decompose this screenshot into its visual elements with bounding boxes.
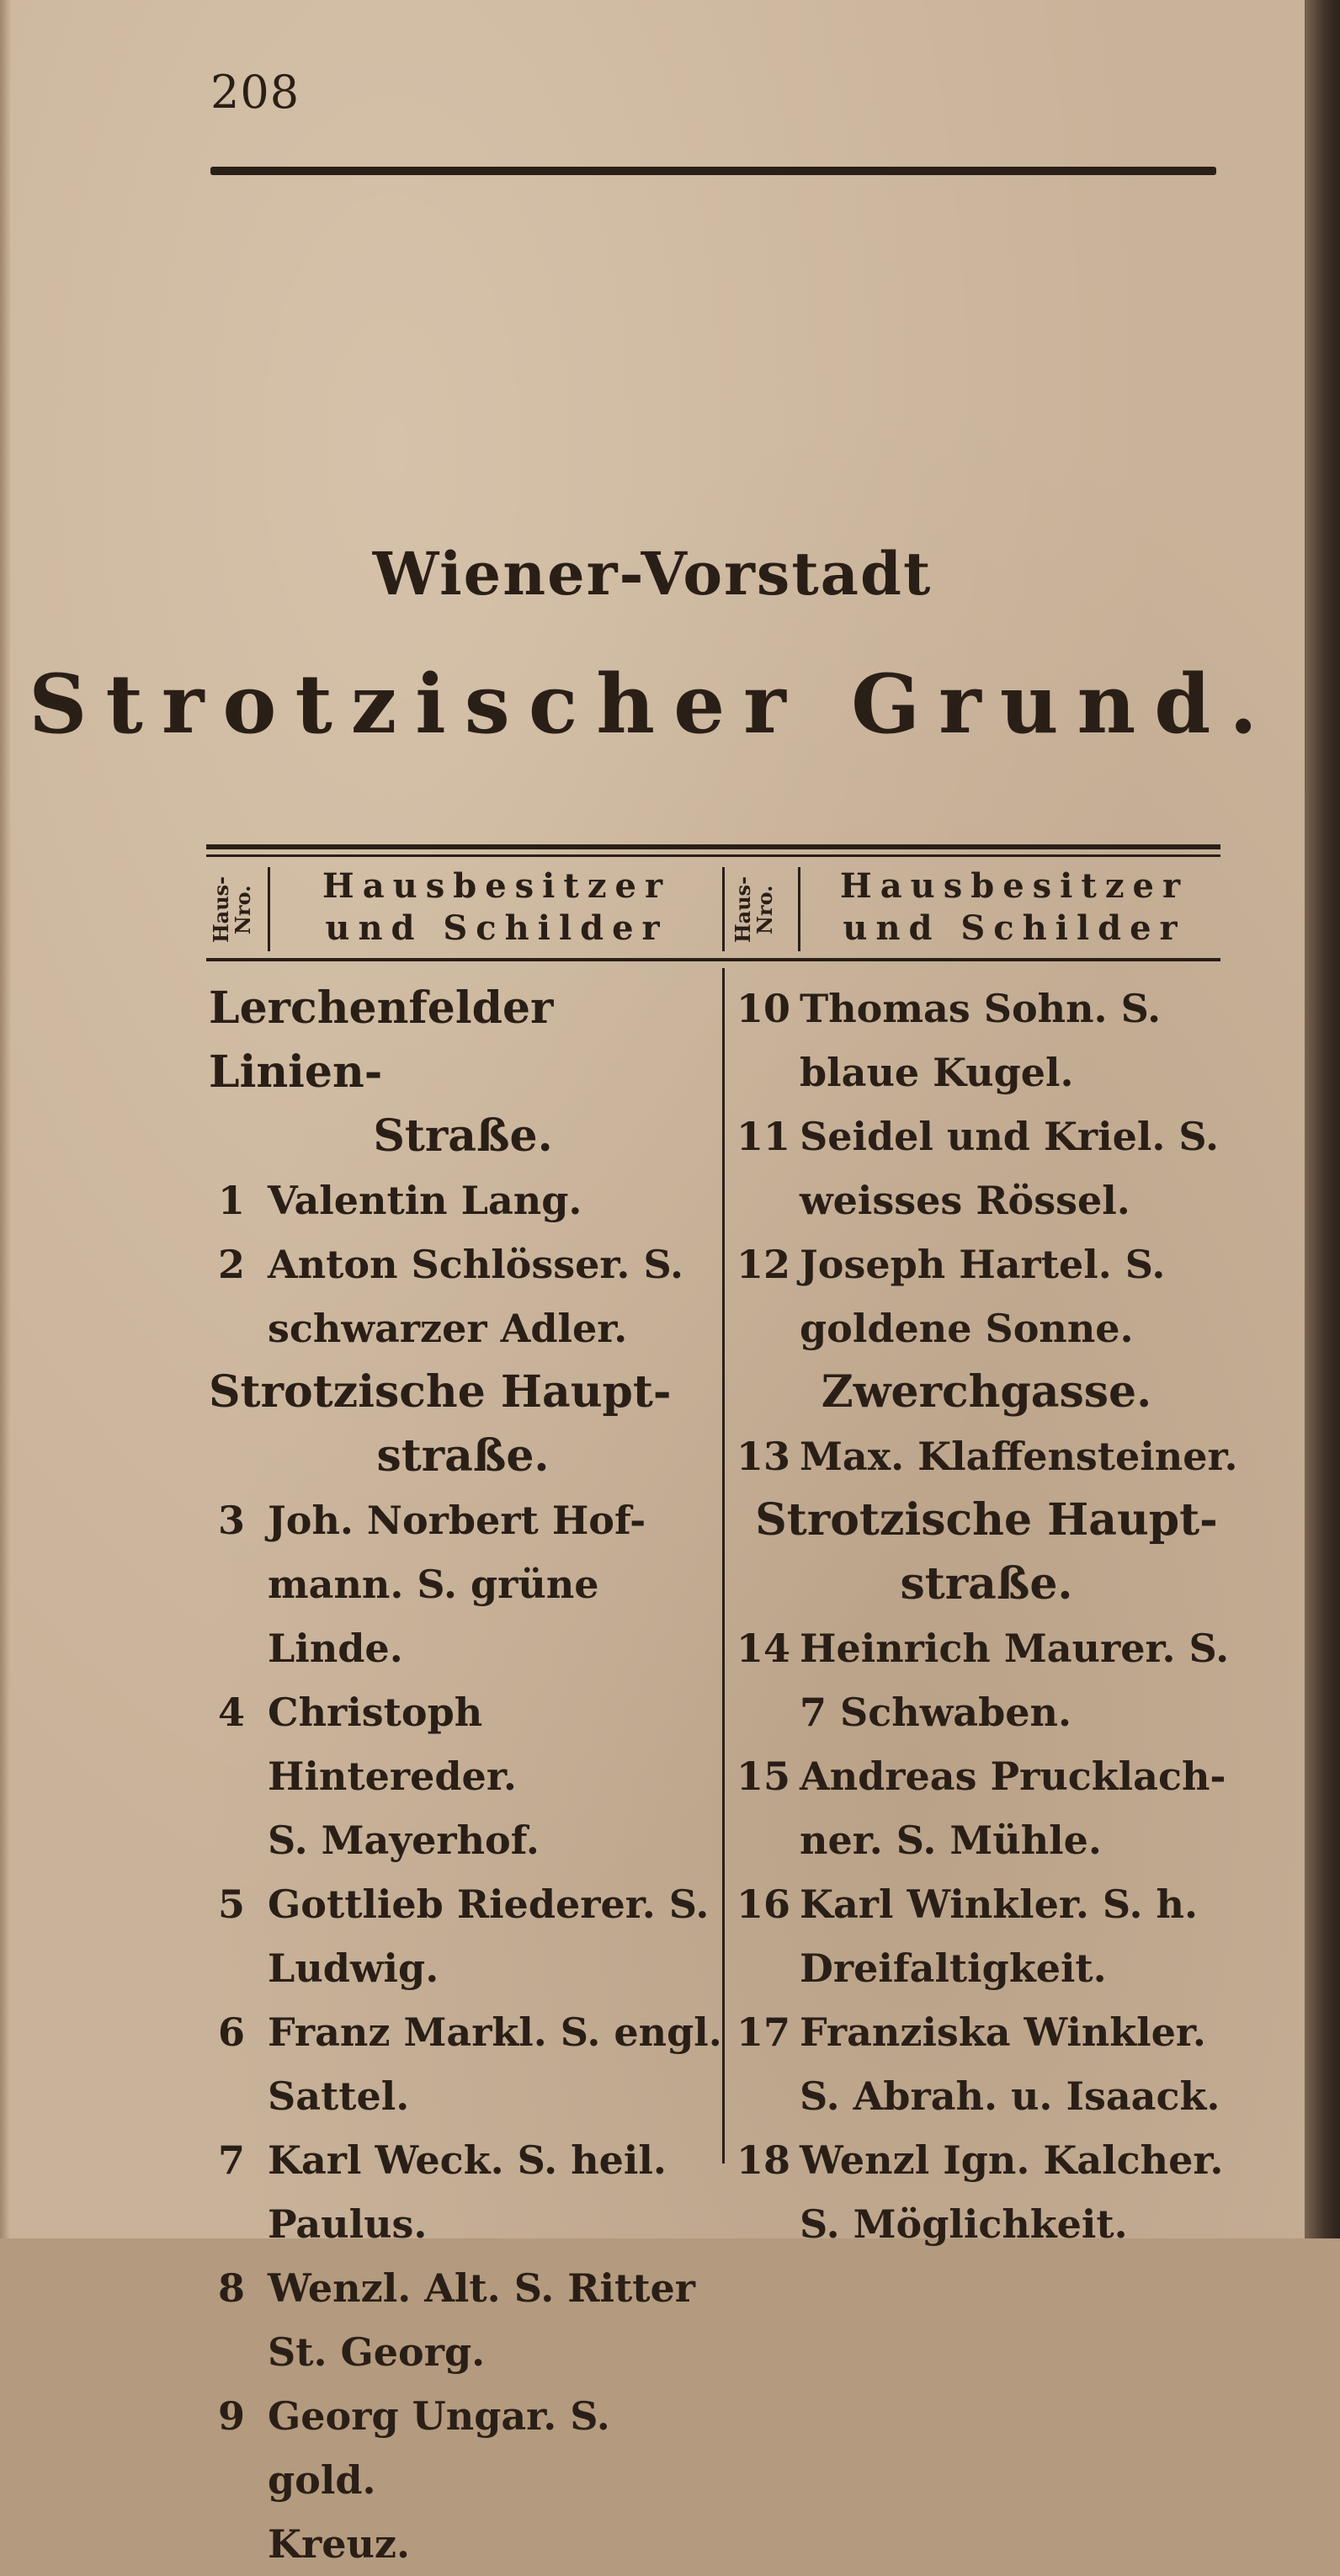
owner-and-sign: Anton Schlösser. S. (268, 1242, 684, 1287)
header-owner-right (808, 865, 1220, 954)
header-divider (798, 867, 800, 951)
street-heading: Lerchenfelder Linien- (209, 982, 554, 1098)
owner-and-sign: Karl Weck. S. heil. (268, 2137, 667, 2183)
house-number: 6 (217, 2009, 245, 2055)
left-column (202, 977, 724, 2576)
house-entry (202, 2256, 724, 2384)
owner-and-sign: Max. Klaffensteiner. (800, 1434, 1238, 1479)
owner-and-sign: 7 Schwaben. (800, 1690, 1071, 1735)
owner-and-sign: Dreifaltigkeit. (800, 1945, 1107, 1991)
house-entry (734, 1424, 1239, 1488)
house-entry (734, 2000, 1239, 2128)
owner-and-sign: St. Georg. (268, 2329, 486, 2375)
title-grund: Strotzischer Grund. (29, 657, 1276, 752)
house-number: 12 (736, 1242, 790, 1287)
owner-and-sign: Georg Ungar. S. gold. (268, 2393, 610, 2503)
house-number: 16 (736, 1881, 790, 1927)
owner-and-sign: Wenzl Ign. Kalcher. (800, 2137, 1224, 2183)
house-entry (202, 1488, 724, 1680)
house-number: 4 (217, 1690, 245, 1735)
header-nr-right: Haus-Nro. (731, 876, 777, 944)
owner-and-sign: blaue Kugel. (800, 1050, 1074, 1095)
house-entry (202, 1168, 724, 1232)
house-entry (734, 1104, 1239, 1232)
house-number: 18 (736, 2137, 790, 2183)
owner-and-sign: S. Abrah. u. Isaack. (800, 2073, 1220, 2119)
column-divider-header (722, 867, 725, 951)
table-top-rule-thin (206, 854, 1220, 857)
street-heading: Zwerchgasse. (821, 1366, 1152, 1418)
top-rule (210, 167, 1216, 175)
house-entry (734, 1616, 1239, 1744)
owner-and-sign: S. Mayerhof. (268, 1818, 540, 1863)
owner-and-sign: Heinrich Maurer. S. (800, 1626, 1230, 1671)
owner-and-sign: Joh. Norbert Hof- (268, 1498, 646, 1543)
street-heading: Strotzische Haupt- (209, 1366, 672, 1418)
page-edge (0, 0, 10, 2238)
house-number: 7 (217, 2137, 245, 2183)
house-entry (202, 1232, 724, 1360)
owner-and-sign: Karl Winkler. S. h. (800, 1881, 1199, 1927)
owner-and-sign: S. Möglichkeit. (800, 2201, 1128, 2247)
street-heading: straße. (376, 1430, 550, 1482)
house-entry (202, 2384, 724, 2576)
house-number: 5 (217, 1881, 245, 1927)
header-owner-line2: und Schilder (325, 908, 668, 948)
header-owner-line1: Hausbesitzer (322, 866, 672, 906)
owner-and-sign: Paulus. (268, 2201, 428, 2247)
house-number: 13 (736, 1434, 790, 1479)
house-number: 1 (217, 1178, 245, 1223)
house-entry (734, 977, 1239, 1104)
owner-and-sign: mann. S. grüne Linde. (268, 1562, 599, 1671)
house-entry (734, 1232, 1239, 1360)
owner-and-sign: ner. S. Mühle. (800, 1818, 1102, 1863)
house-number: 15 (736, 1754, 790, 1799)
house-number: 9 (217, 2393, 245, 2439)
owner-and-sign: Wenzl. Alt. S. Ritter (268, 2265, 695, 2311)
house-number: 8 (217, 2265, 245, 2311)
header-nr-left: Haus-Nro. (209, 876, 255, 944)
title-district: Wiener-Vorstadt (372, 539, 933, 609)
header-owner-left (278, 865, 715, 954)
house-entry (202, 1680, 724, 1872)
owner-and-sign: Valentin Lang. (268, 1178, 582, 1223)
street-heading: straße. (900, 1558, 1073, 1610)
owner-and-sign: Sattel. (268, 2073, 410, 2119)
owner-and-sign: Seidel und Kriel. S. (800, 1114, 1220, 1159)
owner-and-sign: Franziska Winkler. (800, 2009, 1206, 2055)
owner-and-sign: Ludwig. (268, 1945, 439, 1991)
house-number: 17 (736, 2009, 790, 2055)
house-entry (202, 1872, 724, 2000)
header-divider (268, 867, 270, 951)
header-owner-line2: und Schilder (843, 908, 1186, 948)
house-number: 14 (736, 1626, 790, 1671)
owner-and-sign: Thomas Sohn. S. (800, 986, 1162, 1031)
owner-and-sign: schwarzer Adler. (268, 1306, 628, 1351)
owner-and-sign: Joseph Hartel. S. (800, 1242, 1166, 1287)
table-top-rule (206, 844, 1220, 849)
house-entry (202, 2000, 724, 2128)
house-number: 11 (736, 1114, 790, 1159)
right-column (734, 977, 1239, 2256)
owner-and-sign: Andreas Prucklach- (800, 1754, 1226, 1799)
house-number: 10 (736, 986, 790, 1031)
page-number: 208 (210, 66, 300, 119)
house-entry (734, 1872, 1239, 2000)
house-entry (734, 1744, 1239, 1872)
owner-and-sign: Franz Markl. S. engl. (268, 2009, 722, 2055)
house-number: 3 (217, 1498, 245, 1543)
owner-and-sign: goldene Sonne. (800, 1306, 1134, 1351)
header-bottom-rule (206, 958, 1220, 961)
owner-and-sign: Christoph Hintereder. (268, 1690, 517, 1799)
house-number: 2 (217, 1242, 245, 1287)
house-entry (734, 2128, 1239, 2256)
header-owner-line1: Hausbesitzer (839, 866, 1189, 906)
street-heading: Strotzische Haupt- (755, 1494, 1218, 1546)
owner-and-sign: Kreuz. (268, 2521, 411, 2567)
house-entry (202, 2128, 724, 2256)
street-heading: Straße. (373, 1110, 553, 1162)
owner-and-sign: Gottlieb Riederer. S. (268, 1881, 710, 1927)
book-spine (1305, 0, 1340, 2238)
owner-and-sign: weisses Rössel. (800, 1178, 1130, 1223)
